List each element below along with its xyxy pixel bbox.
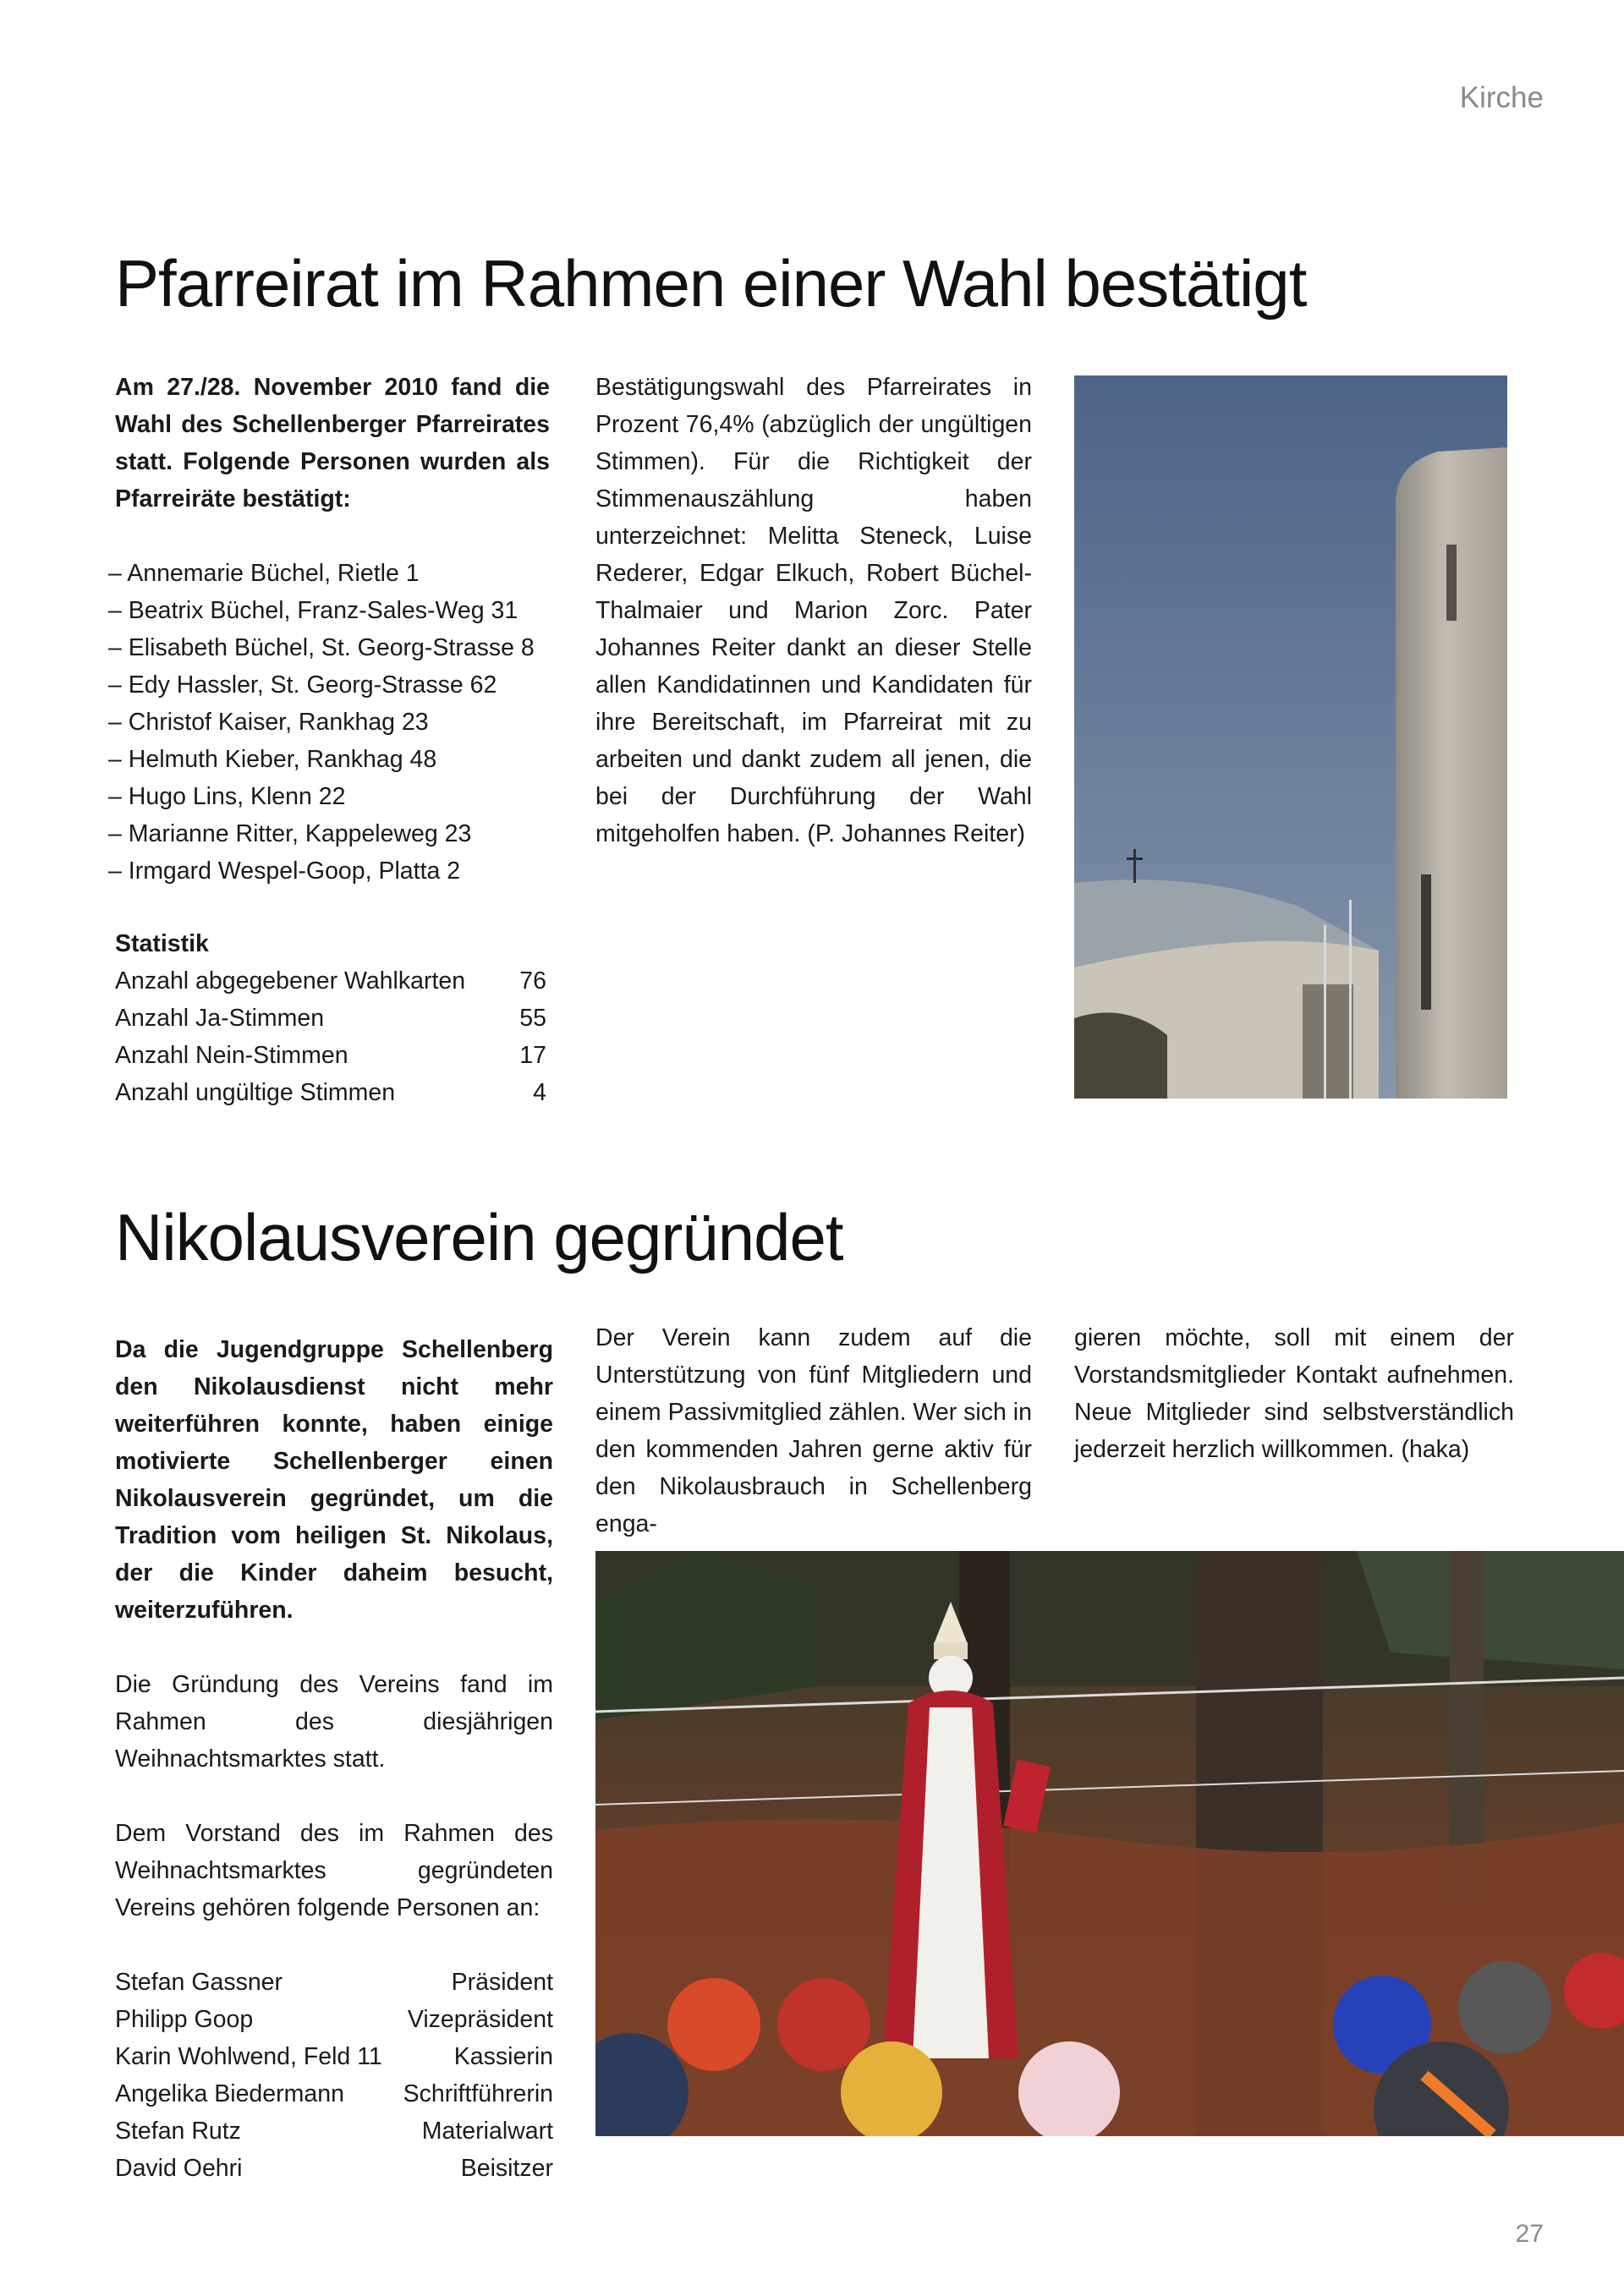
church-photo — [1074, 375, 1507, 1099]
stat-value: 17 — [519, 1042, 546, 1069]
list-item: – Helmuth Kieber, Rankhag 48 — [108, 741, 550, 778]
article-1-body: Bestätigungswahl des Pfarreirates in Prozent 76,4% (abzüglich der ungültigen Stimmen). Für die Richtigkeit der Stimmenauszählung haben unterzeichnet: Melitta Steneck, Luise Rederer, Edgar Elkuch, Robert Büchel-Thalmaier und Marion Zorc. Pater Johannes Reiter dankt an dieser Stelle allen Kandidatinnen und Kandidaten für ihre Bereitschaft, im Pfarreirat mit zu arbeiten und dankt zudem all jenen, die bei der Durchführung der Wahl mitgeholfen haben. (P. Johannes Reiter) — [595, 374, 1032, 847]
article-1-middle-column — [595, 369, 1032, 852]
statistics-block — [115, 925, 546, 1111]
article-2-paragraph-2: Dem Vorstand des im Rahmen des Weihnachtsmarktes gegründeten Vereins gehören folgende Personen an: — [115, 1820, 553, 1921]
statistics-title: Statistik — [115, 930, 209, 957]
section-label: Kirche — [1459, 81, 1544, 114]
stat-label: Anzahl ungültige Stimmen — [115, 1079, 396, 1106]
list-item: – Annemarie Büchel, Rietle 1 — [108, 555, 550, 592]
list-item: – Marianne Ritter, Kappeleweg 23 — [108, 815, 550, 852]
stat-row — [115, 1037, 546, 1074]
stat-value: 76 — [519, 967, 546, 995]
council-member-list — [108, 555, 550, 890]
list-item: – Elisabeth Büchel, St. Georg-Strasse 8 — [108, 629, 550, 666]
board-row — [115, 1964, 553, 2001]
article-2-middle-column — [595, 1319, 1032, 1543]
board-row — [115, 2150, 553, 2187]
stat-row — [115, 1074, 546, 1111]
board-row — [115, 2075, 553, 2112]
board-row — [115, 2038, 553, 2075]
list-item: – Christof Kaiser, Rankhag 23 — [108, 704, 550, 741]
board-member-name: Stefan Rutz — [115, 2118, 241, 2145]
article-2-column-3: gieren möchte, soll mit einem der Vorstandsmitglieder Kontakt aufnehmen. Neue Mitglieder sind selbstverständlich jederzeit herzlich willkommen. (haka) — [1074, 1324, 1514, 1463]
article-2-right-column — [1074, 1319, 1514, 1468]
board-member-role: Präsident — [451, 1969, 553, 1996]
board-member-role: Vizepräsident — [407, 2006, 553, 2033]
page-number: 27 — [1515, 2220, 1544, 2248]
list-item: – Irmgard Wespel-Goop, Platta 2 — [108, 852, 550, 890]
church-illustration — [1074, 375, 1507, 1099]
board-member-name: Karin Wohlwend, Feld 11 — [115, 2043, 382, 2070]
article-2-column-2: Der Verein kann zudem auf die Unterstützung von fünf Mitgliedern und einem Passivmitglied zählen. Wer sich in den kommenden Jahren gerne aktiv für den Nikolausbrauch in Schellenberg enga- — [595, 1324, 1032, 1537]
stat-row — [115, 1000, 546, 1037]
list-item: – Beatrix Büchel, Franz-Sales-Weg 31 — [108, 592, 550, 629]
board-member-role: Materialwart — [421, 2118, 553, 2145]
stat-value: 4 — [533, 1079, 546, 1106]
board-member-name: Stefan Gassner — [115, 1969, 283, 1996]
article-2-title: Nikolausverein gegründet — [115, 1200, 843, 1274]
list-item: – Edy Hassler, St. Georg-Strasse 62 — [108, 666, 550, 704]
board-member-role: Schriftführerin — [403, 2080, 553, 2107]
board-member-name: Philipp Goop — [115, 2006, 254, 2033]
board-row — [115, 2001, 553, 2038]
article-2-left-column — [115, 1331, 553, 2187]
board-member-name: David Oehri — [115, 2155, 243, 2182]
article-2-lead: Da die Jugendgruppe Schellenberg den Nikolausdienst nicht mehr weiterführen konnte, haben einige motivierte Schellenberger einen Nikolausverein gegründet, um die Tradition vom heiligen St. Nikolaus, der die Kinder daheim besucht, weiterzuführen. — [115, 1336, 553, 1624]
stat-label: Anzahl Nein-Stimmen — [115, 1042, 348, 1069]
article-1-lead: Am 27./28. November 2010 fand die Wahl des Schellenberger Pfarreirates statt. Folgende Personen wurden als Pfarreiräte bestätigt: — [115, 374, 550, 512]
cross-icon — [1133, 849, 1136, 883]
stat-label: Anzahl abgegebener Wahlkarten — [115, 967, 466, 995]
list-item: – Hugo Lins, Klenn 22 — [108, 778, 550, 815]
stat-value: 55 — [519, 1005, 546, 1032]
article-2-paragraph-1: Die Gründung des Vereins fand im Rahmen des diesjährigen Weihnachtsmarktes statt. — [115, 1671, 553, 1773]
board-list — [115, 1964, 553, 2187]
article-1-left-column — [115, 369, 550, 890]
board-row — [115, 2112, 553, 2150]
board-member-role: Kassierin — [453, 2043, 553, 2070]
article-1-title: Pfarreirat im Rahmen einer Wahl bestätigt — [115, 246, 1307, 321]
nikolaus-photo — [595, 1551, 1624, 2136]
board-member-role: Beisitzer — [460, 2155, 553, 2182]
stat-label: Anzahl Ja-Stimmen — [115, 1005, 325, 1032]
stat-row — [115, 962, 546, 1000]
board-member-name: Angelika Biedermann — [115, 2080, 344, 2107]
nikolaus-illustration — [595, 1551, 1624, 2136]
